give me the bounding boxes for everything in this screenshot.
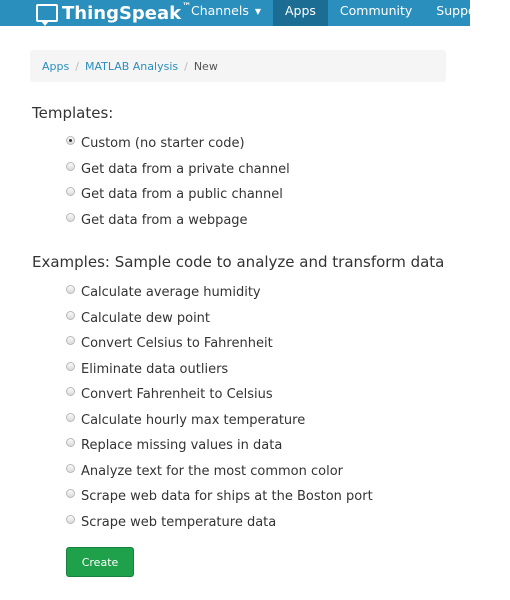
nav-item-channels[interactable] [179, 0, 273, 26]
radio-button[interactable] [66, 413, 75, 422]
nav-item-support[interactable] [424, 0, 510, 26]
nav-item-label: Apps [284, 3, 316, 18]
template-option[interactable] [66, 157, 290, 183]
template-option[interactable] [66, 208, 290, 234]
trademark-symbol: ™ [182, 2, 192, 12]
breadcrumb-current: New [193, 59, 218, 73]
radio-button[interactable] [66, 285, 75, 294]
templates-heading: Templates: [32, 104, 114, 122]
breadcrumb-separator: / [184, 59, 188, 73]
example-option-label: Convert Fahrenheit to Celsius [81, 387, 273, 403]
example-option[interactable] [66, 510, 373, 536]
radio-button[interactable] [66, 213, 75, 222]
brand-name: ThingSpeak [62, 2, 182, 24]
example-option[interactable] [66, 357, 373, 383]
nav-item-apps[interactable] [273, 0, 328, 26]
radio-button[interactable] [66, 438, 75, 447]
nav-item-label: Community [339, 3, 413, 18]
template-option[interactable] [66, 131, 290, 157]
radio-button[interactable] [66, 187, 75, 196]
example-option-label: Calculate hourly max temperature [81, 412, 306, 428]
nav-item-label: Channels [191, 3, 249, 18]
example-option-label: Scrape web temperature data [81, 514, 277, 530]
template-option-label: Get data from a webpage [81, 212, 248, 228]
breadcrumb-separator: / [75, 59, 79, 73]
example-option-label: Eliminate data outliers [81, 361, 229, 377]
caret-down-icon: ▼ [491, 7, 498, 16]
examples-heading: Examples: Sample code to analyze and transform data [32, 253, 445, 271]
example-option[interactable] [66, 433, 373, 459]
example-option[interactable] [66, 306, 373, 332]
radio-button[interactable] [66, 362, 75, 371]
radio-button[interactable] [66, 311, 75, 320]
thingspeak-logo[interactable] [36, 2, 191, 24]
example-option[interactable] [66, 382, 373, 408]
example-option[interactable] [66, 280, 373, 306]
example-option[interactable] [66, 484, 373, 510]
breadcrumb-link-matlab-analysis[interactable]: MATLAB Analysis [84, 59, 179, 73]
radio-button[interactable] [66, 489, 75, 498]
nav-item-label: Support [436, 3, 486, 18]
breadcrumb [30, 50, 446, 82]
example-option-label: Replace missing values in data [81, 438, 283, 454]
create-button[interactable]: Create [66, 547, 134, 577]
main-nav [179, 0, 510, 26]
example-option-label: Convert Celsius to Fahrenheit [81, 336, 273, 352]
radio-button[interactable] [66, 336, 75, 345]
radio-button[interactable] [66, 464, 75, 473]
example-option-label: Calculate dew point [81, 310, 211, 326]
example-option-label: Analyze text for the most common color [81, 463, 344, 479]
radio-button[interactable] [66, 387, 75, 396]
example-option[interactable] [66, 408, 373, 434]
template-option-label: Custom (no starter code) [81, 136, 245, 152]
example-option[interactable] [66, 331, 373, 357]
caret-down-icon: ▼ [254, 7, 261, 16]
radio-button[interactable] [66, 515, 75, 524]
template-option-label: Get data from a public channel [81, 187, 283, 203]
radio-button-selected[interactable] [66, 136, 75, 145]
nav-item-community[interactable] [328, 0, 424, 26]
breadcrumb-link-apps[interactable]: Apps [42, 59, 70, 73]
radio-button[interactable] [66, 162, 75, 171]
speech-bubble-icon [36, 4, 58, 22]
example-option-label: Calculate average humidity [81, 285, 261, 301]
templates-radio-group [66, 131, 290, 233]
example-option-label: Scrape web data for ships at the Boston port [81, 489, 373, 505]
examples-radio-group [66, 280, 373, 535]
example-option[interactable] [66, 459, 373, 485]
template-option[interactable] [66, 182, 290, 208]
top-navbar [0, 0, 498, 26]
template-option-label: Get data from a private channel [81, 161, 290, 177]
